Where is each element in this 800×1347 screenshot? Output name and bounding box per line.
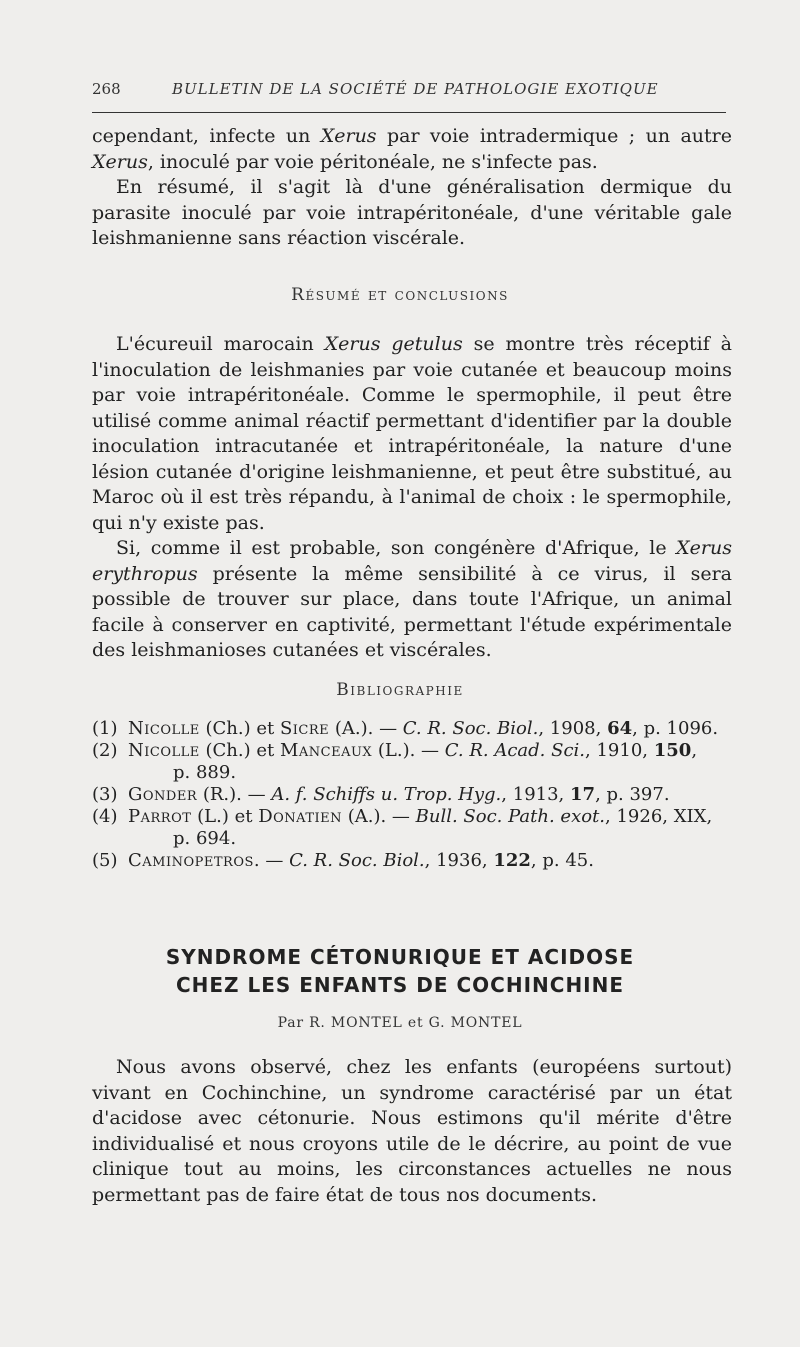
reference-journal: A. f. Schiffs u. Trop. Hyg. — [271, 784, 502, 805]
summary-paragraph-2 — [92, 536, 732, 664]
reference-number: (2) — [92, 740, 118, 761]
reference-initials: (A.). — — [342, 806, 416, 827]
reference-author: Nicolle — [128, 718, 200, 739]
intro-p1-text-2: par voie intradermique ; un autre — [376, 125, 732, 147]
reference-journal: C. R. Soc. Biol. — [289, 850, 425, 871]
page-number: 268 — [92, 80, 121, 98]
reference-number: (1) — [92, 718, 118, 739]
reference-pages: , p. 1096. — [632, 718, 719, 739]
reference-volume: 17 — [570, 784, 596, 805]
reference-year: , 1908, — [538, 718, 608, 739]
reference-continuation: p. 694. — [173, 828, 237, 849]
article-title-line-1: SYNDROME CÉTONURIQUE ET ACIDOSE — [165, 945, 635, 969]
reference-5 — [92, 850, 732, 872]
bibliography-heading: Bibliographie — [336, 680, 464, 700]
reference-1 — [92, 718, 732, 740]
reference-author: Donatien — [258, 806, 342, 827]
intro-paragraph-2: En résumé, il s'agit là d'une généralisation dermique du parasite inoculé par voie intrapéritonéale, d'une véritable gale leishmanienne sans réaction viscérale. — [92, 176, 732, 249]
reference-initials: (Ch.) et — [199, 740, 280, 761]
reference-journal: C. R. Acad. Sci. — [444, 740, 586, 761]
reference-3 — [92, 784, 732, 806]
summary-p1-text-1: L'écureuil marocain — [116, 333, 325, 355]
reference-initials: (L.). — — [372, 740, 445, 761]
reference-pages: , — [691, 740, 698, 761]
reference-initials: (Ch.) et — [199, 718, 280, 739]
running-header — [92, 80, 732, 106]
summary-p2-text-1: Si, comme il est probable, son congénère d'Afrique, le — [116, 537, 677, 559]
article-text — [92, 1055, 732, 1208]
intro-paragraph-1 — [92, 124, 732, 175]
reference-2 — [92, 740, 732, 784]
intro-p1-species-2: Xerus — [92, 150, 148, 173]
reference-journal: C. R. Soc. Biol. — [402, 718, 539, 739]
reference-author: Parrot — [128, 806, 192, 827]
reference-author: Nicolle — [128, 740, 200, 761]
reference-number: (4) — [92, 806, 118, 827]
summary-paragraph-1 — [92, 332, 732, 536]
reference-author: Caminopetros — [128, 850, 254, 871]
reference-year: , 1910, — [585, 740, 654, 761]
summary-p2-species: Xerus erythropus — [92, 537, 732, 585]
reference-initials: (L.) et — [191, 806, 259, 827]
intro-p1-text-1: cependant, infecte un — [92, 125, 321, 147]
article-paragraph-1: Nous avons observé, chez les enfants (européens surtout) vivant en Cochinchine, un syndrome caractérisé par un état d'acidose avec cétonurie. Nous estimons qu'il mérite d'être individualisé et nous croyons utile de le décrire, au point de vue clinique tout au moins, les circonstances actuelles ne nous permettant pas de faire état de tous nos documents. — [92, 1056, 732, 1206]
reference-pages: , p. 45. — [530, 850, 594, 871]
reference-journal: Bull. Soc. Path. exot. — [415, 806, 606, 827]
reference-volume: 150 — [653, 740, 692, 761]
summary-heading: Résumé et conclusions — [291, 285, 509, 305]
reference-author: Manceaux — [279, 740, 373, 761]
reference-initials: (R.). — — [197, 784, 272, 805]
article-byline: Par R. MONTEL et G. MONTEL — [277, 1015, 523, 1031]
reference-4 — [92, 806, 732, 850]
summary-p1-species: Xerus getulus — [324, 333, 463, 355]
reference-volume: 122 — [493, 850, 531, 871]
summary-p1-text-2: se montre très réceptif à l'inoculation de leishmanies par voie cutanée et beaucoup moins par voie intrapéritonéale. Comme le spermophile, il peut être utilisé comme animal réactif permettant d'identifier par la double inoculation intracutanée et intrapéritonéale, la nature d'une lésion cutanée d'origine leishmanienne, et peut être substitué, au Maroc où il est très répandu, à l'animal de choix : le spermophile, qui n'y existe pas. — [92, 333, 732, 534]
intro-p1-text-3: , inoculé par voie péritonéale, ne s'infecte pas. — [147, 150, 598, 173]
reference-pages: , p. 397. — [595, 784, 670, 805]
summary-p2-text-2: présente la même sensibilité à ce virus, il sera possible de trouver sur place, dans toute l'Afrique, un animal facile à conserver en captivité, permettant l'étude expérimentale des leishmanioses cutanées et viscérales. — [92, 562, 732, 661]
reference-number: (5) — [92, 850, 118, 871]
reference-author: Sicre — [279, 718, 330, 739]
reference-initials: (A.). — — [329, 718, 403, 739]
reference-continuation: p. 889. — [173, 762, 237, 783]
header-rule — [92, 112, 726, 113]
reference-initials: . — — [253, 850, 290, 871]
reference-volume: 64 — [607, 718, 633, 739]
summary-text — [92, 332, 732, 664]
article-title-line-2: CHEZ LES ENFANTS DE COCHINCHINE — [175, 973, 625, 997]
intro-p1-species-1: Xerus — [320, 125, 377, 147]
reference-year: , 1926, XIX, — [605, 806, 713, 827]
bibliography-list — [92, 718, 732, 872]
intro-text — [92, 124, 732, 252]
reference-year: , 1913, — [501, 784, 570, 805]
journal-title: BULLETIN DE LA SOCIÉTÉ DE PATHOLOGIE EXOTIQUE — [172, 80, 659, 98]
reference-number: (3) — [92, 784, 118, 805]
reference-year: , 1936, — [424, 850, 494, 871]
reference-author: Gonder — [128, 784, 198, 805]
